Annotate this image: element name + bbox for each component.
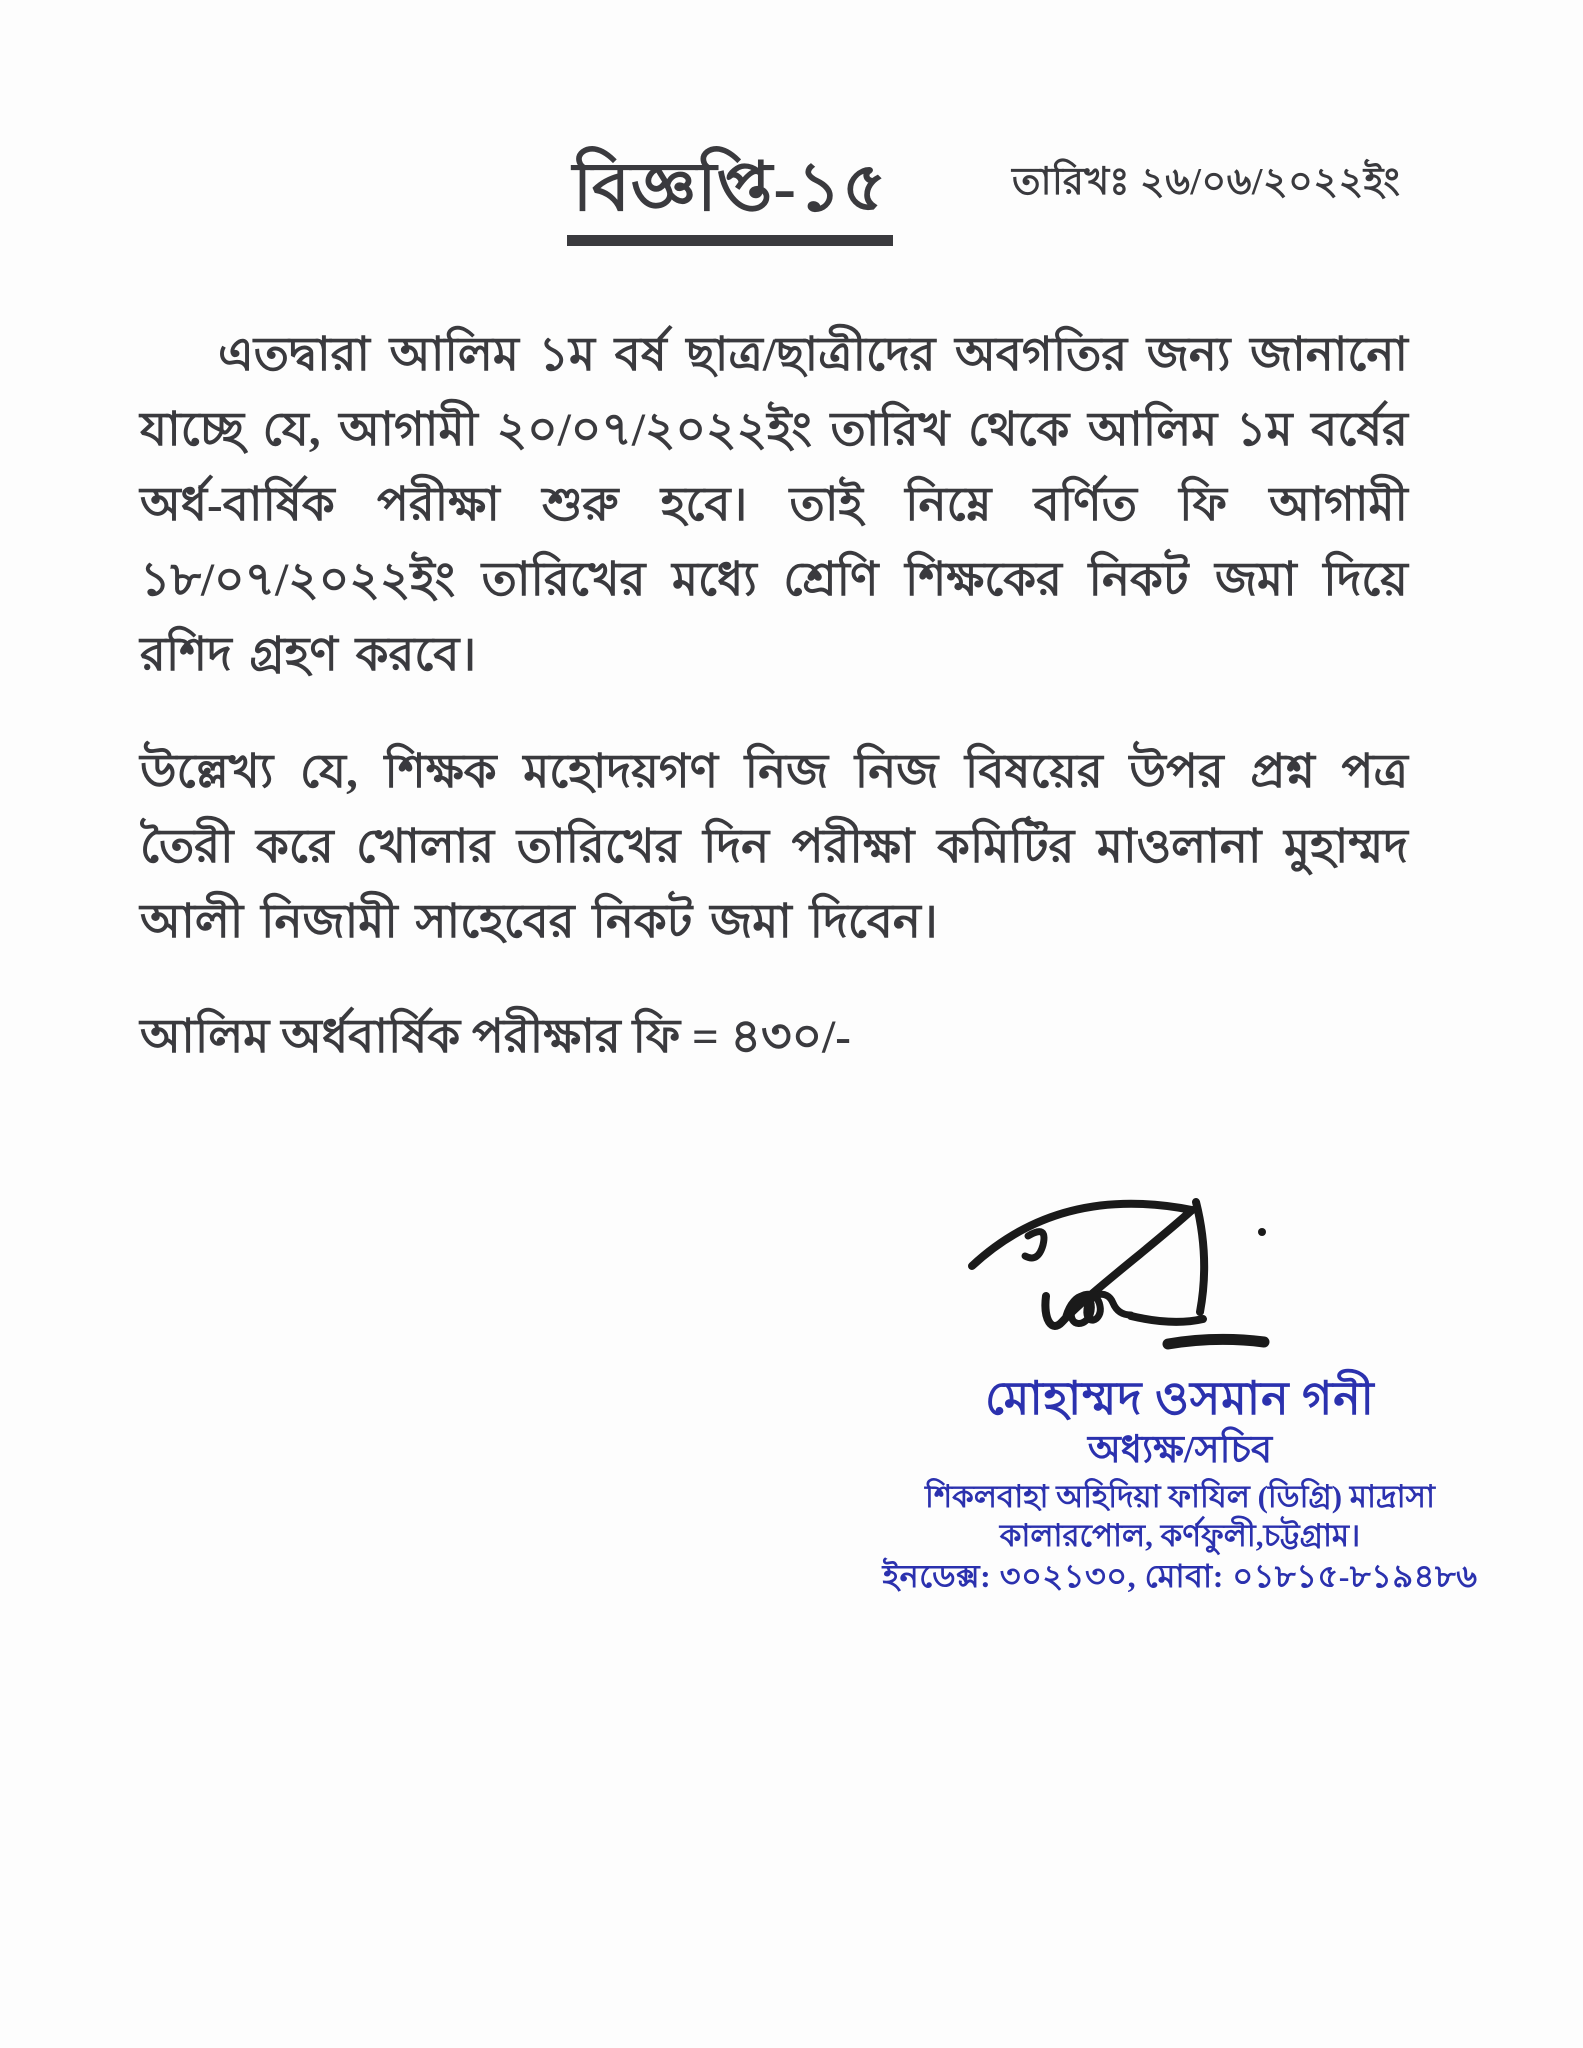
notice-body bbox=[140, 318, 1408, 1072]
signatory-designation: অধ্যক্ষ/সচিব bbox=[1087, 1429, 1273, 1472]
notice-title: বিজ্ঞপ্তি-১৫ bbox=[567, 150, 894, 246]
institution-address: কালারপোল, কর্ণফুলী,চট্টগ্রাম। bbox=[999, 1517, 1361, 1553]
official-stamp-text bbox=[880, 1372, 1480, 1596]
index-and-mobile: ইনডেক্স: ৩০২১৩০, মোবা: ০১৮১৫-৮১৯৪৮৬ bbox=[882, 1558, 1478, 1595]
institution-name: শিকলবাহা অহিদিয়া ফাযিল (ডিগ্রি) মাদ্রাসা bbox=[924, 1479, 1436, 1515]
paragraph-exam-announcement: এতদ্বারা আলিম ১ম বর্ষ ছাত্র/ছাত্রীদের অবগতির জন্য জানানো যাচ্ছে যে, আগামী ২০/০৭/২০২২ইং তারিখ থেকে আলিম ১ম বর্ষের অর্ধ-বার্ষিক পরীক্ষা শুরু হবে। তাই নিম্নে বর্ণিত ফি আগামী ১৮/০৭/২০২২ইং তারিখের মধ্যে শ্রেণি শিক্ষকের নিকট জমা দিয়ে রশিদ গ্রহণ করবে। bbox=[140, 329, 1408, 681]
signatory-name: মোহাম্মদ ওসমান গনী bbox=[985, 1373, 1375, 1424]
date-line: তারিখঃ ২৬/০৬/২০২২ইং bbox=[1012, 161, 1401, 203]
handwritten-signature-icon bbox=[940, 1170, 1320, 1370]
exam-fee-line: আলিম অর্ধবার্ষিক পরীক্ষার ফি = ৪৩০/- bbox=[140, 1011, 851, 1063]
paragraph-question-paper-instruction: উল্লেখ্য যে, শিক্ষক মহোদয়গণ নিজ নিজ বিষয়ের উপর প্রশ্ন পত্র তৈরী করে খোলার তারিখের দিন পরীক্ষা কমিটির মাওলানা মুহাম্মদ আলী নিজামী সাহেবের নিকট জমা দিবেন। bbox=[140, 746, 1408, 948]
signature-area bbox=[880, 1170, 1480, 1596]
title-wrap bbox=[470, 150, 990, 246]
